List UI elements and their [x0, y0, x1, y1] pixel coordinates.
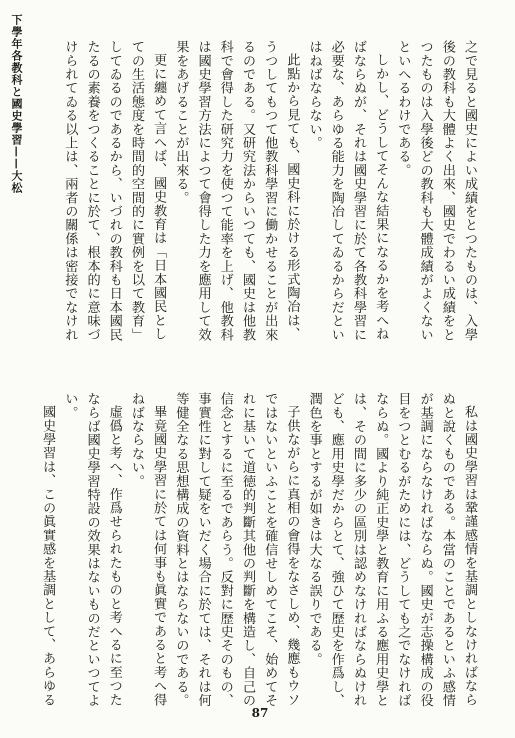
lower-text-block: [40, 392, 480, 714]
paragraph: 私は國史學習は鞏謹感情を基調としなければならぬと說くものである。本當のことであるといふ感情が基調にならなければならぬ。國史が志操構成の役目をつとむるがためには、どうしても之でなければならぬ。國より純正史學と教育に用ふる應用史學とは、その間に多少の區別は認めなければならぬけれども、應用史學だからとて、強ひて歷史を作爲し、潤色を事とするが如きは大なる誤りである。: [306, 392, 477, 708]
paragraph: 子供ながらに真相の會得をなさしめ、幾應もウソではないといふことを確信せしめてこそ、始めてそれに基いて道徳的判斷其他の判斷を構造し、自己の信念とするに至るであらう。反對に歷史そのもの、事實性に對して疑をいだく場合に於ては、それは何等健全なる思想構成の資料とはならないのである。: [173, 392, 300, 708]
paragraph: 此點から見ても、國史科に於ける形式陶冶は、うつしてもつて他教科學習に働かせることが出來るのである。又研究法からいつても、國史は他教科で會得した研究力を使つて能率を上げ、他教科は國史學習方法によつて會得した力を應用して效果をあげることが出來る。: [173, 40, 300, 342]
paragraph: しかし、どうしてそんな結果になるかを考へねばならぬが、それは國史學習に於て各教科學習に必要な、あらゆる能力を陶冶してゐるからだといはねばならない。: [306, 40, 389, 342]
paragraph: 畢竟國史學習に於ては何事も眞實であると考へ得ねばならない。: [128, 392, 167, 707]
running-head: 下學年各教科と國史學習——大松: [10, 14, 23, 194]
upper-text-block: [60, 40, 480, 350]
paragraph: 虛僞と考へ、作爲せられたものと考へるに至つたならば國史學習特設の效果はないものだといつてよい。: [62, 392, 122, 708]
page-number: 87: [251, 706, 269, 720]
paragraph: 國史學習は、この眞實感を基調として、あらゆる: [40, 405, 56, 707]
paragraph: 更に纏めて言へば、國史教育は「日本國民としての生活態度を時間的空間的に實例を以て教育」してゐるのであるから、いづれの教科も日本國民たるの素養をつくることに於て、根本的に意味づけられてゐる以上は、兩者の關係は密接でなけれ: [62, 40, 167, 342]
paragraph: 之で見ると國史によい成績をとつたものは、入學後の教科も大體よく出來、國史でわるい成績をとつたものは入學後どの教科も大體成績がよくないといへるわけである。: [395, 40, 477, 342]
